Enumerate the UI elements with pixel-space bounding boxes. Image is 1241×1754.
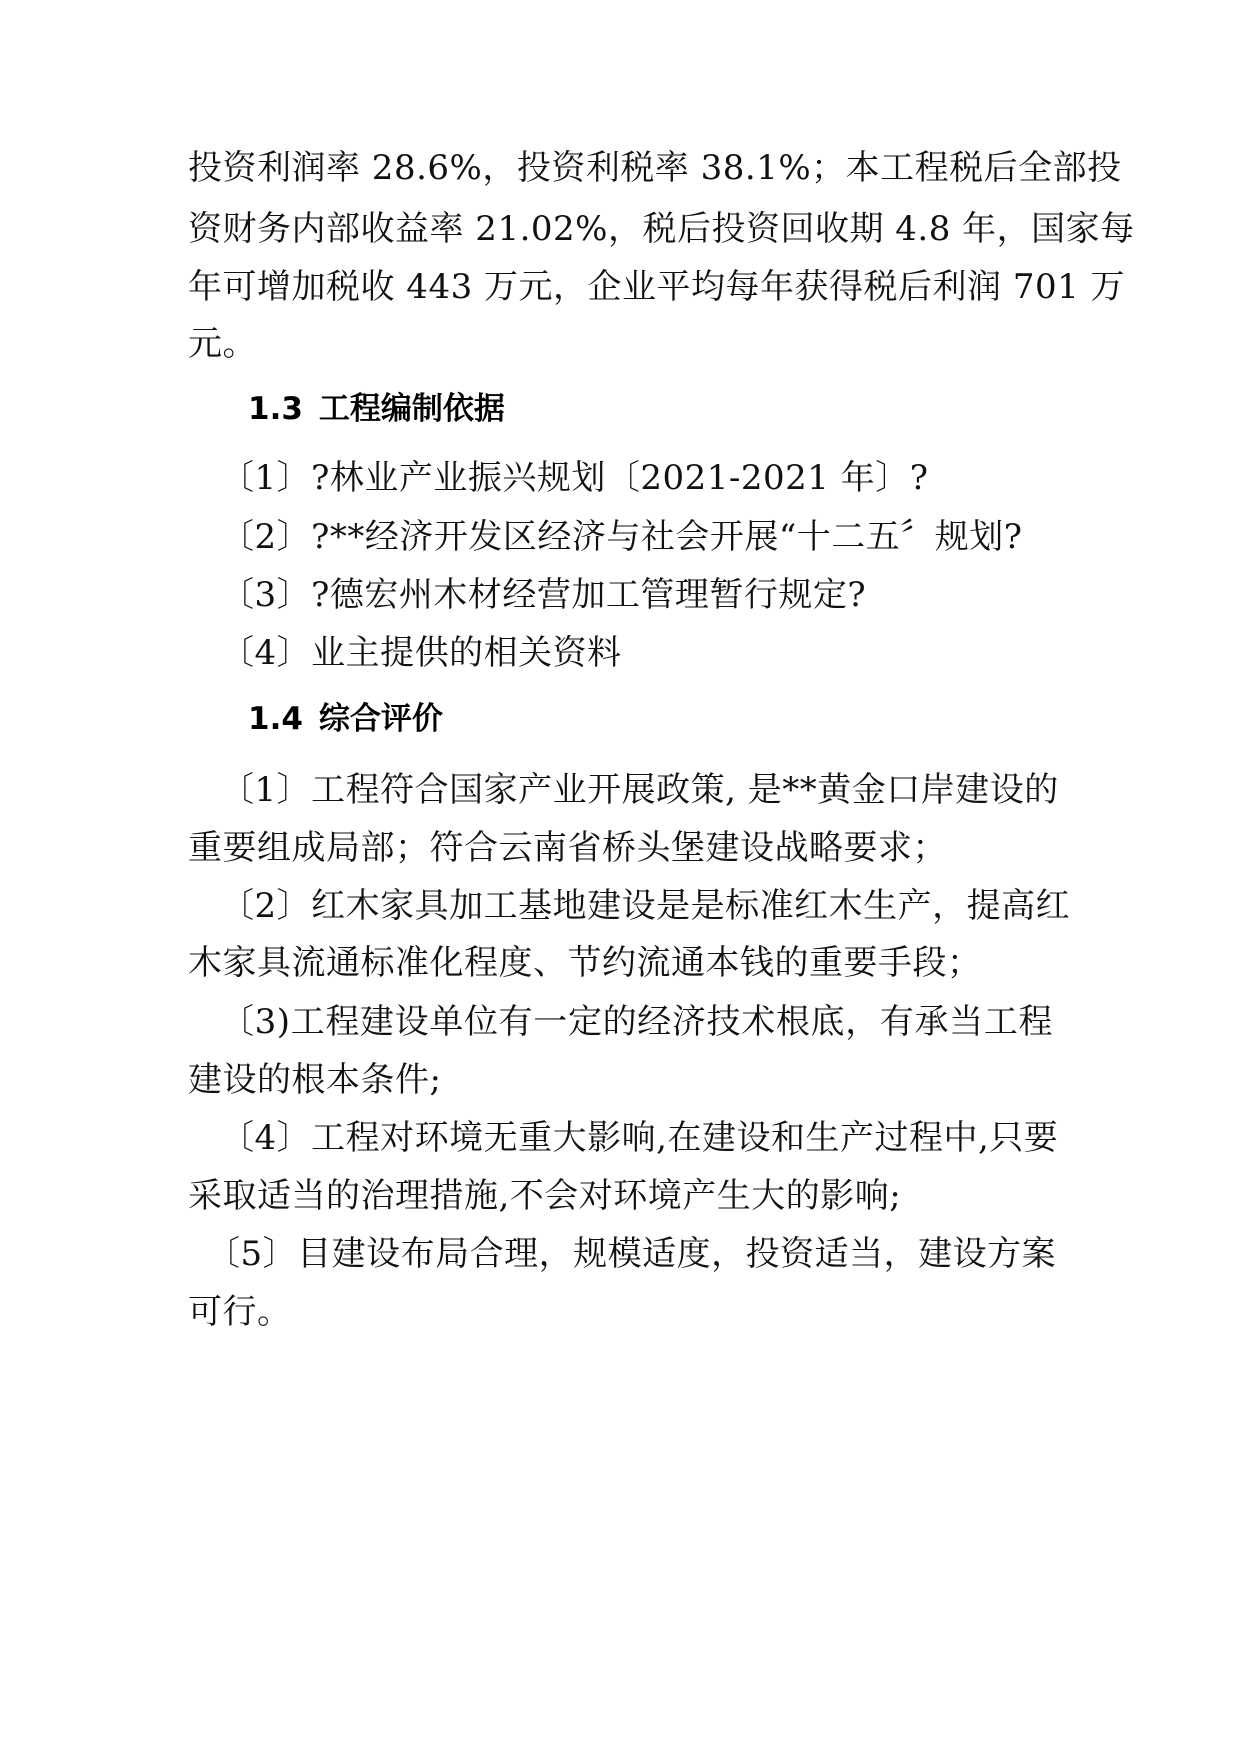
- list-item: 〔1〕?林业产业振兴规划〔2021-2021 年〕?: [220, 458, 929, 498]
- section-heading-1-3: [248, 387, 505, 431]
- intro-line: 年可增加税收 443 万元，企业平均每年获得税后利润 701 万: [188, 267, 1126, 307]
- section-title: 工程编制依据: [318, 391, 505, 427]
- list-item-line: 〔3)工程建设单位有一定的经济技术根底，有承当工程: [220, 1002, 1053, 1042]
- list-item: 〔4〕业主提供的相关资料: [220, 633, 622, 673]
- list-item: 〔2〕?**经济开发区经济与社会开展“十二五〞规划?: [220, 517, 1023, 557]
- list-item-line: 采取适当的治理措施,不会对环境产生大的影响;: [188, 1176, 902, 1216]
- list-item: 〔3〕?德宏州木材经营加工管理暂行规定?: [220, 575, 867, 615]
- section-number: 1.3: [248, 391, 303, 427]
- intro-line: 元。: [188, 324, 257, 364]
- list-item-line: 〔5〕目建设布局合理，规模适度，投资适当，建设方案: [206, 1234, 1057, 1274]
- list-item-line: 〔1〕工程符合国家产业开展政策, 是**黄金口岸建设的: [220, 770, 1059, 810]
- list-item-line: 木家具流通标准化程度、节约流通本钱的重要手段；: [188, 943, 982, 983]
- list-item-line: 〔4〕工程对环境无重大影响,在建设和生产过程中,只要: [220, 1118, 1059, 1158]
- section-number: 1.4: [248, 701, 303, 737]
- list-item-line: 重要组成局部；符合云南省桥头堡建设战略要求；: [188, 828, 947, 868]
- intro-line: 投资利润率 28.6%，投资利税率 38.1%；本工程税后全部投: [188, 148, 1122, 188]
- section-title: 综合评价: [318, 701, 443, 737]
- section-heading-1-4: [248, 697, 443, 741]
- intro-line: 资财务内部收益率 21.02%，税后投资回收期 4.8 年，国家每: [188, 209, 1135, 249]
- list-item-line: 建设的根本条件;: [188, 1060, 442, 1100]
- list-item-line: 可行。: [188, 1292, 292, 1332]
- list-item-line: 〔2〕红木家具加工基地建设是是标准红木生产，提高红: [220, 886, 1071, 926]
